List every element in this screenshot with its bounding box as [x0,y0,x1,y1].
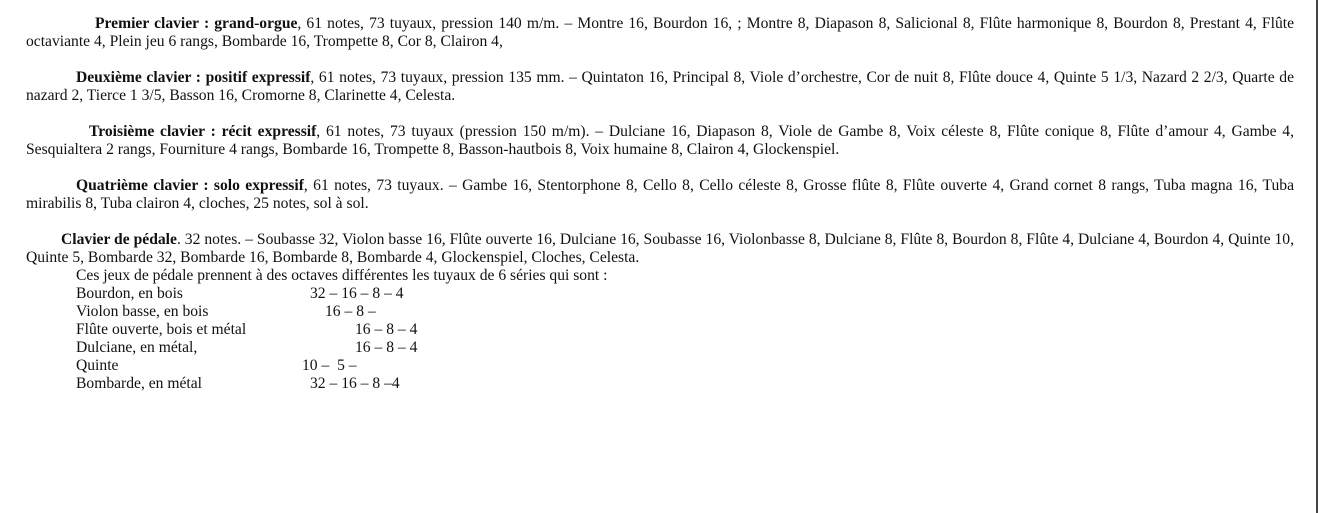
pedal-heading: Clavier de pédale [61,231,177,248]
manual-paragraph [26,123,1294,159]
series-row [76,321,1294,339]
manual-heading: Premier clavier : grand-orgue [95,15,298,32]
series-octaves: 16 – 8 – 4 [355,321,418,338]
series-octaves: 10 – 5 – [302,357,357,374]
manual-stops: , 61 notes, 73 tuyaux, pression 135 mm. – Quintaton 16, Principal 8, Viole d’orchestre, Cor de nuit 8, Flûte douce 4, Quinte 5 1/3, Nazard 2 2/3, Quarte de nazard 2, Tierce 1 3/5, Basson 16, Cromorne 8, Clarinette 4, Celesta. [26,69,1294,104]
pedal-series-list [76,267,1294,393]
series-octaves: 16 – 8 – [325,303,376,320]
series-row [76,339,1294,357]
pedal-paragraph [26,231,1294,267]
series-octaves: 32 – 16 – 8 –4 [310,375,400,392]
manual-paragraph [26,15,1294,51]
series-name: Flûte ouverte, bois et métal [76,321,247,338]
manual-stops: , 61 notes, 73 tuyaux. – Gambe 16, Stentorphone 8, Cello 8, Cello céleste 8, Grosse flûte 8, Flûte ouverte 4, Grand cornet 8 rangs, Tuba magna 16, Tuba mirabilis 8, Tuba clairon 4, cloches, 25 notes, sol à sol. [26,177,1294,212]
manual-heading: Deuxième clavier : positif expressif [76,69,311,86]
series-row [76,303,1294,321]
manual-heading: Quatrième clavier : solo expressif [76,177,304,194]
series-name: Quinte [76,357,119,374]
manual-heading: Troisième clavier : récit expressif [89,123,317,140]
series-name: Dulciane, en métal, [76,339,198,356]
series-octaves: 32 – 16 – 8 – 4 [310,285,404,302]
series-name: Bourdon, en bois [76,285,183,302]
series-row [76,375,1294,393]
series-name: Bombarde, en métal [76,375,203,392]
manual-paragraph [26,177,1294,213]
series-name: Violon basse, en bois [76,303,209,320]
manual-paragraph [26,69,1294,105]
manual-stops: , 61 notes, 73 tuyaux, pression 140 m/m. – Montre 16, Bourdon 16, ; Montre 8, Diapason 8, Salicional 8, Flûte harmonique 8, Bourdon 8, Prestant 4, Flûte octaviante 4, Plein jeu 6 rangs, Bombarde 16, Trompette 8, Cor 8, Clairon 4, [26,15,1294,50]
pedal-stops: . 32 notes. – Soubasse 32, Violon basse 16, Flûte ouverte 16, Dulciane 16, Soubasse 16, Violonbasse 8, Dulciane 8, Flûte 8, Bourdon 8, Flûte 4, Dulciane 4, Bourdon 4, Quinte 10, Quinte 5, Bombarde 32, Bombarde 16, Bombarde 8, Bombarde 4, Glockenspiel, Cloches, Celesta. [26,231,1295,266]
organ-specification [26,15,1294,393]
series-intro: Ces jeux de pédale prennent à des octaves différentes les tuyaux de 6 séries qui sont : [76,267,608,284]
manual-stops: , 61 notes, 73 tuyaux (pression 150 m/m). – Dulciane 16, Diapason 8, Viole de Gambe 8, Voix céleste 8, Flûte conique 8, Flûte d’amour 4, Gambe 4, Sesquialtera 2 rangs, Fourniture 4 rangs, Bombarde 16, Trompette 8, Basson-hautbois 8, Voix humaine 8, Clairon 4, Glockenspiel. [26,123,1294,158]
series-row [76,357,1294,375]
series-octaves: 16 – 8 – 4 [355,339,418,356]
series-row [76,285,1294,303]
